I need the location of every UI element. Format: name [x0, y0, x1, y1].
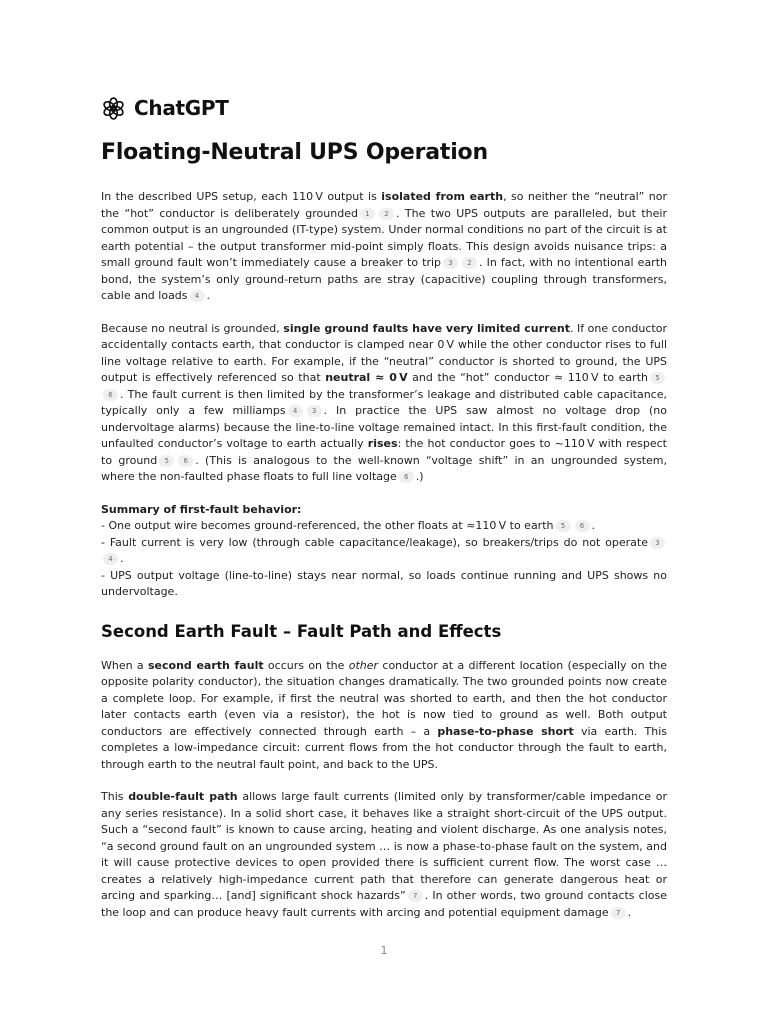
text: - One output wire becomes ground-referenced, the other floats at ≈110 V to earth [101, 519, 554, 532]
citation-badge[interactable]: 4 [288, 405, 303, 417]
italic-text: other [348, 658, 379, 672]
text: , so neither the “neutral” nor the “hot” conductor is deliberately grounded [101, 190, 667, 220]
citation-badge[interactable]: 2 [379, 208, 394, 220]
bold-text: single ground faults have very limited current [283, 321, 570, 335]
citation-badge[interactable]: 6 [178, 455, 193, 467]
openai-logo-icon [101, 96, 126, 121]
summary-block [101, 502, 667, 601]
citation-badge[interactable]: 5 [556, 520, 571, 532]
citation-badge[interactable]: 2 [462, 257, 477, 269]
citation-badge[interactable]: 6 [103, 389, 118, 401]
text: . [627, 905, 632, 919]
text: and the “hot” conductor ≈ 110 V to earth [407, 371, 648, 384]
text: . [120, 552, 124, 565]
citation-badge[interactable]: 3 [650, 537, 665, 549]
text: In the described UPS setup, each 110 V output is [101, 190, 382, 203]
text: . In fact, with no intentional earth bond, the system’s only ground-return paths are stray (capacitive) coupling through transformers, cable and loads [101, 256, 667, 302]
paragraph-isolation [101, 189, 667, 305]
page-title: Floating-Neutral UPS Operation [101, 140, 488, 165]
citation-badge[interactable]: 3 [443, 257, 458, 269]
summary-item [101, 535, 667, 568]
brand-header [101, 92, 667, 124]
text: via earth. This completes a low-impedance circuit: current flows from the hot conductor through the fault to earth, through earth to the neutral fault point, and back to the UPS. [101, 724, 667, 771]
text: .) [415, 470, 424, 483]
citation-badge[interactable]: 6 [399, 471, 414, 483]
text: allows large fault currents (limited only by transformer/cable impedance or any series resistance). In a solid short case, it behaves like a straight short-circuit of the UPS output. Such a “second fault” is known to cause arcing, heating and violent discharge. As one analysis notes, “a second ground fault on an ungrounded system … is now a phase-to-phase fault on the system, and it will cause protective devices to open provided there is sufficient current flow. The worst case … creates a relatively high-impedance current path that therefore can generate dangerous heat or arcing and sparking… [and] significant shock hazards” [101, 790, 668, 902]
text: . In practice the UPS saw almost no voltage drop (no undervoltage alarms) because the line-to-line voltage remained intact. In this first-fault condition, the unfaulted conductor’s voltage to earth actually [101, 404, 667, 450]
citation-badge[interactable]: 6 [575, 520, 590, 532]
text: . [591, 519, 595, 532]
text: When a [101, 658, 148, 672]
citation-badge[interactable]: 7 [408, 890, 423, 902]
text: - Fault current is very low (through cable capacitance/leakage), so breakers/trips do not operate [101, 535, 648, 549]
brand-name: ChatGPT [134, 96, 229, 120]
text: . In other words, two ground contacts close the loop and can produce heavy fault currents with arcing and potential equipment damage [101, 889, 667, 919]
text: . [206, 289, 211, 302]
paragraph-double-fault [101, 789, 667, 921]
bold-text: phase-to-phase short [437, 724, 574, 738]
summary-item: - UPS output voltage (line-to-line) stays near normal, so loads continue running and UPS shows no undervoltage. [101, 568, 667, 598]
text: . If one conductor accidentally contacts earth, that conductor is clamped near 0 V while the other conductor rises to full line voltage relative to earth. For example, if the “neutral” conductor is shorted to ground, the UPS output is effectively referenced so that [101, 321, 667, 384]
summary-item [101, 518, 667, 535]
section-heading: Second Earth Fault – Fault Path and Effects [101, 621, 502, 641]
text: Because no neutral is grounded, [101, 321, 284, 335]
citation-badge[interactable]: 4 [190, 290, 205, 302]
citation-badge[interactable]: 5 [159, 455, 174, 467]
bold-text: rises [367, 437, 398, 450]
bold-text: double-fault path [128, 790, 238, 803]
bold-text: Summary of first-fault behavior: [101, 502, 302, 516]
bold-text: isolated from earth [381, 190, 504, 203]
summary-heading [101, 502, 667, 519]
citation-badge[interactable]: 1 [360, 208, 375, 220]
citation-badge[interactable]: 7 [611, 907, 626, 919]
text: This [101, 790, 129, 803]
paragraph-single-fault [101, 321, 667, 486]
citation-badge[interactable]: 4 [103, 553, 118, 565]
document-page [101, 92, 667, 937]
bold-text: second earth fault [148, 658, 264, 672]
citation-badge[interactable]: 3 [307, 405, 322, 417]
text: occurs on the [263, 658, 349, 672]
text: . The fault current is then limited by the transformer’s leakage and distributed cable capacitance, typically only a few milliamps [101, 387, 667, 417]
bold-text: neutral ≈ 0 V [325, 371, 408, 384]
paragraph-second-fault [101, 658, 667, 774]
text: : the hot conductor goes to ~110 V with respect to ground [101, 437, 667, 467]
text: conductor at a different location (especially on the opposite polarity conductor), the situation changes dramatically. The two grounded points now create a complete loop. For example, if first the neutral was shorted to earth, and then the hot conductor later contacts earth (even via a resistor), the hot is now tied to ground as well. Both output conductors are effectively connected through earth – a [101, 658, 667, 738]
text: . The two UPS outputs are paralleled, but their common output is an ungrounded (IT-type) system. Under normal conditions no part of the circuit is at earth potential – the output transformer mid-point simply floats. This design avoids nuisance trips: a small ground fault won’t immediately cause a breaker to trip [101, 206, 667, 269]
text: . (This is analogous to the well-known “voltage shift” in an ungrounded system, where the non-faulted phase floats to full line voltage [101, 453, 667, 483]
page-number: 1 [380, 944, 388, 957]
citation-badge[interactable]: 5 [650, 372, 665, 384]
